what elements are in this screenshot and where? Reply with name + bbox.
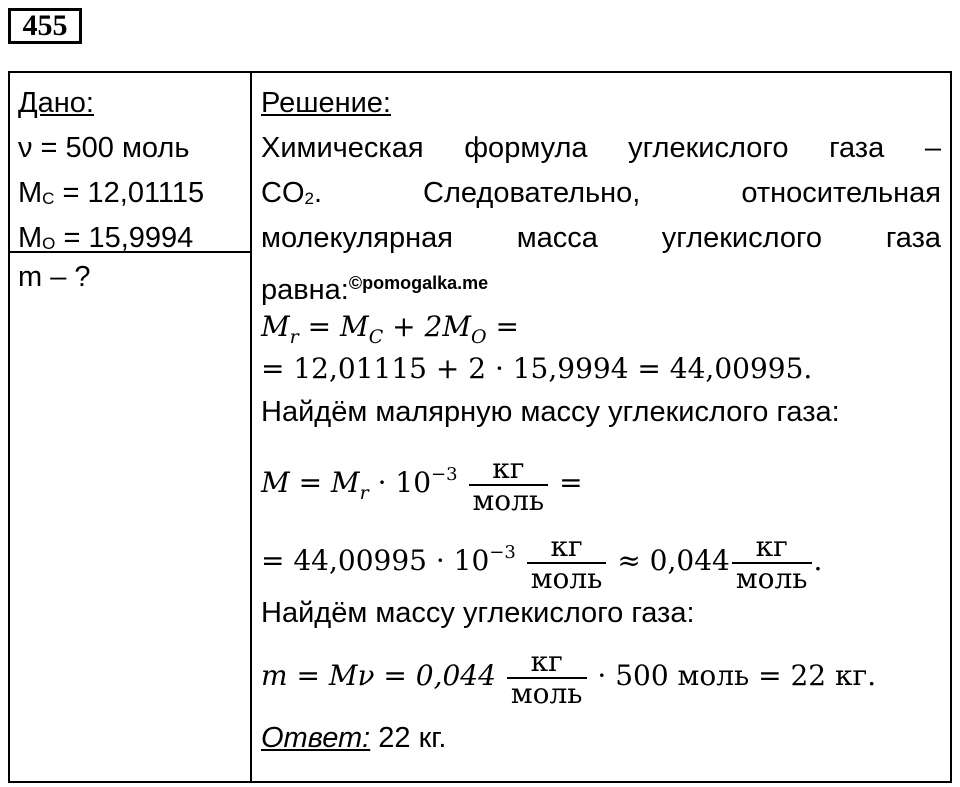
- mo-value: = 15,9994: [55, 222, 194, 254]
- eq1-mc-sub: C: [368, 326, 384, 348]
- given-section: [18, 81, 204, 261]
- eq2b-approx: ≈ 0,044: [608, 544, 730, 577]
- eq1-mr: M: [261, 310, 290, 343]
- fraction-numerator: кг: [469, 454, 549, 486]
- solution-section: [261, 81, 941, 761]
- eq2b-period: .: [813, 544, 823, 577]
- co2-text: CO: [261, 177, 305, 209]
- eq1-mc: = M: [298, 310, 369, 343]
- find-section: m – ?: [18, 261, 91, 293]
- eq3-fraction: [507, 644, 587, 710]
- mc-symbol: M: [18, 177, 43, 209]
- eq2b-fraction-2: [732, 529, 812, 595]
- mo-symbol: M: [18, 222, 43, 254]
- fraction-numerator: кг: [732, 532, 812, 564]
- paragraph-1-line-2: [261, 171, 941, 216]
- eq2-exponent: −3: [431, 464, 458, 485]
- fraction-numerator: кг: [527, 532, 607, 564]
- fraction-numerator: кг: [507, 647, 587, 679]
- solution-header: [261, 81, 941, 126]
- eq2-m-mr: M = M: [261, 466, 360, 499]
- equation-3: [261, 636, 941, 716]
- problem-number: 455: [8, 8, 82, 44]
- given-header: Дано:: [18, 87, 94, 119]
- answer-line: [261, 716, 941, 761]
- answer-value: 22 кг.: [370, 722, 447, 754]
- column-divider: [250, 73, 252, 781]
- mc-subscript: C: [42, 189, 55, 208]
- equation-1-line-1: [261, 306, 941, 348]
- co2-subscript: 2: [304, 189, 314, 208]
- fraction-denominator: моль: [472, 483, 545, 517]
- eq2b-fraction-1: [527, 529, 607, 595]
- eq1-mr-sub: r: [289, 326, 299, 348]
- eq1-2mo: + 2M: [383, 310, 471, 343]
- eq3-result: · 500 моль = 22 кг.: [588, 659, 877, 692]
- solution-header-text: Решение:: [261, 87, 391, 119]
- paragraph-1-line-2-rest: . Следовательно, относительная: [313, 177, 941, 209]
- fraction-denominator: моль: [530, 561, 603, 595]
- solution-table: [8, 71, 952, 783]
- given-mo: [18, 216, 204, 261]
- eq2-fraction: [469, 451, 549, 517]
- eq1-equals: =: [486, 310, 519, 343]
- mc-value: = 12,01115: [54, 177, 205, 209]
- given-mc: [18, 171, 204, 216]
- eq2-power: · 10: [368, 466, 432, 499]
- eq3-value: m = Mν = 0,044: [261, 659, 496, 692]
- paragraph-2: Найдём малярную массу углекислого газа:: [261, 396, 840, 428]
- equation-1-line-2: = 12,01115 + 2 · 15,9994 = 44,00995.: [261, 352, 813, 385]
- eq2b-exponent: −3: [489, 542, 516, 563]
- paragraph-1-line-3: молекулярная масса углекислого газа: [261, 222, 941, 254]
- eq2-mr-sub: r: [359, 482, 369, 504]
- eq1-mo-sub: O: [471, 326, 487, 348]
- watermark: ©pomogalka.me: [348, 273, 489, 293]
- eq2-equals: =: [550, 466, 583, 499]
- ravna-text: равна:: [261, 274, 349, 306]
- co2-formula: [261, 171, 314, 216]
- paragraph-3: Найдём массу углекислого газа:: [261, 597, 695, 629]
- paragraph-1-line-1: Химическая формула углекислого газа –: [261, 132, 941, 164]
- fraction-denominator: моль: [735, 561, 808, 595]
- equation-2-line-1: [261, 435, 941, 515]
- answer-label: Ответ:: [261, 722, 371, 754]
- eq2b-value: = 44,00995 · 10: [261, 544, 490, 577]
- equation-2-line-2: [261, 515, 941, 595]
- fraction-denominator: моль: [510, 676, 583, 710]
- given-nu: ν = 500 моль: [18, 132, 190, 164]
- paragraph-1-line-4: [261, 261, 941, 306]
- mo-subscript: O: [42, 234, 56, 253]
